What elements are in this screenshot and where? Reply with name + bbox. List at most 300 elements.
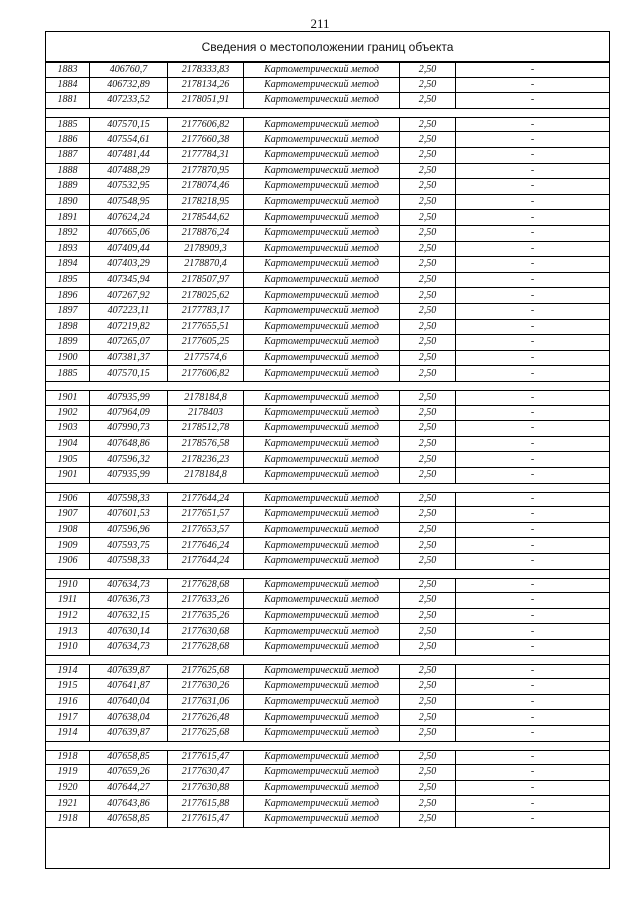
point-number-cell: 1905 — [46, 452, 90, 467]
method-cell: Картометрический метод — [244, 78, 400, 93]
description-cell: - — [530, 524, 535, 536]
table-row — [46, 226, 609, 242]
point-number-cell: 1914 — [46, 665, 90, 679]
y-coordinate-cell: 2177630,47 — [168, 765, 244, 780]
x-coordinate-cell: 407935,99 — [90, 391, 168, 405]
y-coordinate-cell: 2177655,51 — [168, 320, 244, 335]
precision-cell: 2,50 — [400, 421, 456, 436]
y-coordinate-cell: 2177606,82 — [168, 366, 244, 381]
precision-cell: 2,50 — [400, 320, 456, 335]
precision-cell: 2,50 — [400, 593, 456, 608]
y-coordinate-cell: 2177653,57 — [168, 523, 244, 538]
description-cell: - — [530, 555, 535, 567]
method-cell: Картометрический метод — [244, 765, 400, 780]
table-row — [46, 273, 609, 289]
description-cell: - — [530, 813, 535, 825]
precision-cell: 2,50 — [400, 624, 456, 639]
description-cell: - — [530, 625, 535, 637]
precision-cell: 2,50 — [400, 195, 456, 210]
x-coordinate-cell: 407554,61 — [90, 132, 168, 147]
boundary-table — [45, 31, 610, 869]
x-coordinate-cell: 407639,87 — [90, 665, 168, 679]
precision-cell: 2,50 — [400, 812, 456, 827]
precision-cell: 2,50 — [400, 726, 456, 741]
precision-cell: 2,50 — [400, 226, 456, 241]
precision-cell: 2,50 — [400, 679, 456, 694]
x-coordinate-cell: 407233,52 — [90, 93, 168, 108]
description-cell: - — [530, 406, 535, 418]
table-row — [46, 796, 609, 812]
precision-cell: 2,50 — [400, 781, 456, 796]
precision-cell: 2,50 — [400, 257, 456, 272]
precision-cell: 2,50 — [400, 132, 456, 147]
point-number-cell: 1899 — [46, 335, 90, 350]
method-cell: Картометрический метод — [244, 554, 400, 569]
table-row — [46, 210, 609, 226]
table-row — [46, 62, 609, 78]
precision-cell: 2,50 — [400, 796, 456, 811]
table-row — [46, 765, 609, 781]
method-cell: Картометрический метод — [244, 812, 400, 827]
point-number-cell: 1887 — [46, 148, 90, 163]
x-coordinate-cell: 407659,26 — [90, 765, 168, 780]
table-row — [46, 554, 609, 570]
x-coordinate-cell: 407403,29 — [90, 257, 168, 272]
table-row — [46, 195, 609, 211]
point-number-cell: 1881 — [46, 93, 90, 108]
point-number-cell: 1916 — [46, 695, 90, 710]
y-coordinate-cell: 2178074,46 — [168, 179, 244, 194]
table-row — [46, 593, 609, 609]
y-coordinate-cell: 2178512,78 — [168, 421, 244, 436]
method-cell: Картометрический метод — [244, 320, 400, 335]
method-cell: Картометрический метод — [244, 507, 400, 522]
method-cell: Картометрический метод — [244, 468, 400, 483]
point-number-cell: 1895 — [46, 273, 90, 288]
method-cell: Картометрический метод — [244, 63, 400, 77]
precision-cell: 2,50 — [400, 493, 456, 507]
precision-cell: 2,50 — [400, 579, 456, 593]
y-coordinate-cell: 2177633,26 — [168, 593, 244, 608]
precision-cell: 2,50 — [400, 242, 456, 257]
x-coordinate-cell: 407964,09 — [90, 406, 168, 421]
table-row — [46, 781, 609, 797]
x-coordinate-cell: 407481,44 — [90, 148, 168, 163]
y-coordinate-cell: 2178544,62 — [168, 210, 244, 225]
precision-cell: 2,50 — [400, 210, 456, 225]
point-number-cell: 1888 — [46, 164, 90, 179]
description-cell: - — [530, 289, 535, 301]
x-coordinate-cell: 406760,7 — [90, 63, 168, 77]
point-number-cell: 1903 — [46, 421, 90, 436]
y-coordinate-cell: 2177630,26 — [168, 679, 244, 694]
point-number-cell: 1910 — [46, 640, 90, 655]
y-coordinate-cell: 2177644,24 — [168, 493, 244, 507]
point-number-cell: 1894 — [46, 257, 90, 272]
precision-cell: 2,50 — [400, 665, 456, 679]
description-cell: - — [530, 305, 535, 317]
description-cell: - — [530, 149, 535, 161]
table-row — [46, 257, 609, 273]
description-cell: - — [530, 751, 535, 763]
description-cell: - — [530, 242, 535, 254]
x-coordinate-cell: 407570,15 — [90, 366, 168, 381]
point-number-cell: 1904 — [46, 437, 90, 452]
y-coordinate-cell: 2178134,26 — [168, 78, 244, 93]
method-cell: Картометрический метод — [244, 710, 400, 725]
point-number-cell: 1918 — [46, 812, 90, 827]
table-title: Сведения о местоположении границ объекта — [46, 32, 609, 62]
description-cell: - — [530, 422, 535, 434]
x-coordinate-cell: 407381,37 — [90, 351, 168, 366]
y-coordinate-cell: 2178507,97 — [168, 273, 244, 288]
description-cell: - — [530, 453, 535, 465]
y-coordinate-cell: 2177660,38 — [168, 132, 244, 147]
y-coordinate-cell: 2177625,68 — [168, 726, 244, 741]
x-coordinate-cell: 407634,73 — [90, 579, 168, 593]
description-cell: - — [530, 782, 535, 794]
table-row — [46, 93, 609, 109]
y-coordinate-cell: 2177646,24 — [168, 538, 244, 553]
point-number-cell: 1907 — [46, 507, 90, 522]
precision-cell: 2,50 — [400, 148, 456, 163]
point-number-cell: 1913 — [46, 624, 90, 639]
point-number-cell: 1911 — [46, 593, 90, 608]
description-cell: - — [530, 469, 535, 481]
precision-cell: 2,50 — [400, 695, 456, 710]
x-coordinate-cell: 407409,44 — [90, 242, 168, 257]
table-row — [46, 507, 609, 523]
method-cell: Картометрический метод — [244, 273, 400, 288]
precision-cell: 2,50 — [400, 609, 456, 624]
precision-cell: 2,50 — [400, 710, 456, 725]
method-cell: Картометрический метод — [244, 624, 400, 639]
precision-cell: 2,50 — [400, 554, 456, 569]
table-row — [46, 117, 609, 133]
y-coordinate-cell: 2178184,8 — [168, 391, 244, 405]
precision-cell: 2,50 — [400, 640, 456, 655]
method-cell: Картометрический метод — [244, 538, 400, 553]
y-coordinate-cell: 2177870,95 — [168, 164, 244, 179]
table-row — [46, 366, 609, 382]
method-cell: Картометрический метод — [244, 523, 400, 538]
y-coordinate-cell: 2177628,68 — [168, 579, 244, 593]
precision-cell: 2,50 — [400, 118, 456, 132]
precision-cell: 2,50 — [400, 452, 456, 467]
method-cell: Картометрический метод — [244, 242, 400, 257]
description-cell: - — [530, 610, 535, 622]
method-cell: Картометрический метод — [244, 593, 400, 608]
y-coordinate-cell: 2178909,3 — [168, 242, 244, 257]
x-coordinate-cell: 407601,53 — [90, 507, 168, 522]
point-number-cell: 1891 — [46, 210, 90, 225]
description-cell: - — [530, 258, 535, 270]
x-coordinate-cell: 407935,99 — [90, 468, 168, 483]
y-coordinate-cell: 2177651,57 — [168, 507, 244, 522]
description-cell: - — [530, 274, 535, 286]
y-coordinate-cell: 2177631,06 — [168, 695, 244, 710]
method-cell: Картометрический метод — [244, 726, 400, 741]
description-cell: - — [530, 133, 535, 145]
table-row — [46, 664, 609, 680]
table-row — [46, 492, 609, 508]
method-cell: Картометрический метод — [244, 751, 400, 765]
table-row — [46, 304, 609, 320]
method-cell: Картометрический метод — [244, 304, 400, 319]
y-coordinate-cell: 2177784,31 — [168, 148, 244, 163]
table-row — [46, 335, 609, 351]
precision-cell: 2,50 — [400, 288, 456, 303]
precision-cell: 2,50 — [400, 78, 456, 93]
x-coordinate-cell: 407640,04 — [90, 695, 168, 710]
precision-cell: 2,50 — [400, 93, 456, 108]
method-cell: Картометрический метод — [244, 781, 400, 796]
description-cell: - — [530, 211, 535, 223]
x-coordinate-cell: 407639,87 — [90, 726, 168, 741]
description-cell: - — [530, 508, 535, 520]
x-coordinate-cell: 407648,86 — [90, 437, 168, 452]
x-coordinate-cell: 407219,82 — [90, 320, 168, 335]
method-cell: Картометрический метод — [244, 665, 400, 679]
method-cell: Картометрический метод — [244, 164, 400, 179]
y-coordinate-cell: 2178236,23 — [168, 452, 244, 467]
point-number-cell: 1890 — [46, 195, 90, 210]
x-coordinate-cell: 407596,96 — [90, 523, 168, 538]
point-number-cell: 1884 — [46, 78, 90, 93]
table-row — [46, 78, 609, 94]
x-coordinate-cell: 407634,73 — [90, 640, 168, 655]
precision-cell: 2,50 — [400, 751, 456, 765]
table-row — [46, 242, 609, 258]
method-cell: Картометрический метод — [244, 93, 400, 108]
description-cell: - — [530, 766, 535, 778]
point-number-cell: 1910 — [46, 579, 90, 593]
x-coordinate-cell: 407643,86 — [90, 796, 168, 811]
point-number-cell: 1896 — [46, 288, 90, 303]
method-cell: Картометрический метод — [244, 288, 400, 303]
y-coordinate-cell: 2177644,24 — [168, 554, 244, 569]
y-coordinate-cell: 2177630,88 — [168, 781, 244, 796]
y-coordinate-cell: 2178870,4 — [168, 257, 244, 272]
precision-cell: 2,50 — [400, 351, 456, 366]
description-cell: - — [530, 118, 535, 130]
y-coordinate-cell: 2178051,91 — [168, 93, 244, 108]
description-cell: - — [530, 227, 535, 239]
y-coordinate-cell: 2177574,6 — [168, 351, 244, 366]
point-number-cell: 1918 — [46, 751, 90, 765]
table-row — [46, 164, 609, 180]
y-coordinate-cell: 2177615,47 — [168, 812, 244, 827]
precision-cell: 2,50 — [400, 391, 456, 405]
x-coordinate-cell: 406732,89 — [90, 78, 168, 93]
y-coordinate-cell: 2178403 — [168, 406, 244, 421]
table-row — [46, 538, 609, 554]
table-row — [46, 320, 609, 336]
method-cell: Картометрический метод — [244, 493, 400, 507]
description-cell: - — [530, 196, 535, 208]
x-coordinate-cell: 407345,94 — [90, 273, 168, 288]
y-coordinate-cell: 2177635,26 — [168, 609, 244, 624]
point-number-cell: 1919 — [46, 765, 90, 780]
x-coordinate-cell: 407267,92 — [90, 288, 168, 303]
y-coordinate-cell: 2177626,48 — [168, 710, 244, 725]
table-row — [46, 132, 609, 148]
point-number-cell: 1908 — [46, 523, 90, 538]
description-cell: - — [530, 320, 535, 332]
x-coordinate-cell: 407596,32 — [90, 452, 168, 467]
point-number-cell: 1885 — [46, 118, 90, 132]
table-row — [46, 578, 609, 594]
method-cell: Картометрический метод — [244, 679, 400, 694]
method-cell: Картометрический метод — [244, 179, 400, 194]
method-cell: Картометрический метод — [244, 406, 400, 421]
y-coordinate-cell: 2177628,68 — [168, 640, 244, 655]
precision-cell: 2,50 — [400, 538, 456, 553]
precision-cell: 2,50 — [400, 164, 456, 179]
x-coordinate-cell: 407641,87 — [90, 679, 168, 694]
point-number-cell: 1912 — [46, 609, 90, 624]
y-coordinate-cell: 2178333,83 — [168, 63, 244, 77]
table-row — [46, 624, 609, 640]
point-number-cell: 1885 — [46, 366, 90, 381]
description-cell: - — [530, 727, 535, 739]
precision-cell: 2,50 — [400, 468, 456, 483]
x-coordinate-cell: 407658,85 — [90, 812, 168, 827]
description-cell: - — [530, 352, 535, 364]
x-coordinate-cell: 407598,33 — [90, 493, 168, 507]
precision-cell: 2,50 — [400, 63, 456, 77]
precision-cell: 2,50 — [400, 335, 456, 350]
y-coordinate-cell: 2178218,95 — [168, 195, 244, 210]
table-row — [46, 710, 609, 726]
y-coordinate-cell: 2177606,82 — [168, 118, 244, 132]
point-number-cell: 1901 — [46, 391, 90, 405]
table-row — [46, 406, 609, 422]
table-row — [46, 523, 609, 539]
y-coordinate-cell: 2177605,25 — [168, 335, 244, 350]
point-number-cell: 1901 — [46, 468, 90, 483]
point-number-cell: 1893 — [46, 242, 90, 257]
method-cell: Картометрический метод — [244, 148, 400, 163]
point-number-cell: 1900 — [46, 351, 90, 366]
table-row — [46, 695, 609, 711]
x-coordinate-cell: 407265,07 — [90, 335, 168, 350]
description-cell: - — [530, 367, 535, 379]
x-coordinate-cell: 407630,14 — [90, 624, 168, 639]
method-cell: Картометрический метод — [244, 796, 400, 811]
table-row — [46, 679, 609, 695]
method-cell: Картометрический метод — [244, 366, 400, 381]
method-cell: Картометрический метод — [244, 257, 400, 272]
description-cell: - — [530, 579, 535, 591]
point-number-cell: 1909 — [46, 538, 90, 553]
method-cell: Картометрический метод — [244, 226, 400, 241]
table-row — [46, 468, 609, 484]
description-cell: - — [530, 539, 535, 551]
table-row — [46, 179, 609, 195]
x-coordinate-cell: 407636,73 — [90, 593, 168, 608]
description-cell: - — [530, 680, 535, 692]
y-coordinate-cell: 2177615,88 — [168, 796, 244, 811]
point-number-cell: 1883 — [46, 63, 90, 77]
y-coordinate-cell: 2178184,8 — [168, 468, 244, 483]
point-number-cell: 1892 — [46, 226, 90, 241]
table-row — [46, 351, 609, 367]
y-coordinate-cell: 2177615,47 — [168, 751, 244, 765]
y-coordinate-cell: 2177630,68 — [168, 624, 244, 639]
description-cell: - — [530, 493, 535, 505]
x-coordinate-cell: 407665,06 — [90, 226, 168, 241]
method-cell: Картометрический метод — [244, 452, 400, 467]
precision-cell: 2,50 — [400, 304, 456, 319]
point-number-cell: 1906 — [46, 493, 90, 507]
x-coordinate-cell: 407593,75 — [90, 538, 168, 553]
table-row — [46, 148, 609, 164]
table-row — [46, 288, 609, 304]
y-coordinate-cell: 2177625,68 — [168, 665, 244, 679]
x-coordinate-cell: 407644,27 — [90, 781, 168, 796]
precision-cell: 2,50 — [400, 523, 456, 538]
x-coordinate-cell: 407638,04 — [90, 710, 168, 725]
table-row — [46, 812, 609, 828]
method-cell: Картометрический метод — [244, 351, 400, 366]
point-number-cell: 1897 — [46, 304, 90, 319]
description-cell: - — [530, 665, 535, 677]
precision-cell: 2,50 — [400, 437, 456, 452]
table-row — [46, 726, 609, 742]
method-cell: Картометрический метод — [244, 437, 400, 452]
point-number-cell: 1917 — [46, 710, 90, 725]
description-cell: - — [530, 78, 535, 90]
x-coordinate-cell: 407223,11 — [90, 304, 168, 319]
table-row — [46, 390, 609, 406]
table-row — [46, 437, 609, 453]
method-cell: Картометрический метод — [244, 609, 400, 624]
x-coordinate-cell: 407658,85 — [90, 751, 168, 765]
table-row — [46, 750, 609, 766]
description-cell: - — [530, 94, 535, 106]
description-cell: - — [530, 641, 535, 653]
precision-cell: 2,50 — [400, 273, 456, 288]
point-number-cell: 1921 — [46, 796, 90, 811]
y-coordinate-cell: 2178576,58 — [168, 437, 244, 452]
table-row — [46, 609, 609, 625]
method-cell: Картометрический метод — [244, 195, 400, 210]
x-coordinate-cell: 407598,33 — [90, 554, 168, 569]
point-number-cell: 1898 — [46, 320, 90, 335]
method-cell: Картометрический метод — [244, 132, 400, 147]
x-coordinate-cell: 407548,95 — [90, 195, 168, 210]
table-row — [46, 421, 609, 437]
precision-cell: 2,50 — [400, 179, 456, 194]
description-cell: - — [530, 164, 535, 176]
table-row — [46, 452, 609, 468]
description-cell: - — [530, 336, 535, 348]
precision-cell: 2,50 — [400, 406, 456, 421]
description-cell: - — [530, 63, 535, 75]
page-number: 211 — [310, 16, 330, 31]
y-coordinate-cell: 2178025,62 — [168, 288, 244, 303]
point-number-cell: 1920 — [46, 781, 90, 796]
x-coordinate-cell: 407532,95 — [90, 179, 168, 194]
point-number-cell: 1902 — [46, 406, 90, 421]
method-cell: Картометрический метод — [244, 210, 400, 225]
description-cell: - — [530, 180, 535, 192]
table-row — [46, 640, 609, 656]
x-coordinate-cell: 407624,24 — [90, 210, 168, 225]
x-coordinate-cell: 407990,73 — [90, 421, 168, 436]
description-cell: - — [530, 391, 535, 403]
